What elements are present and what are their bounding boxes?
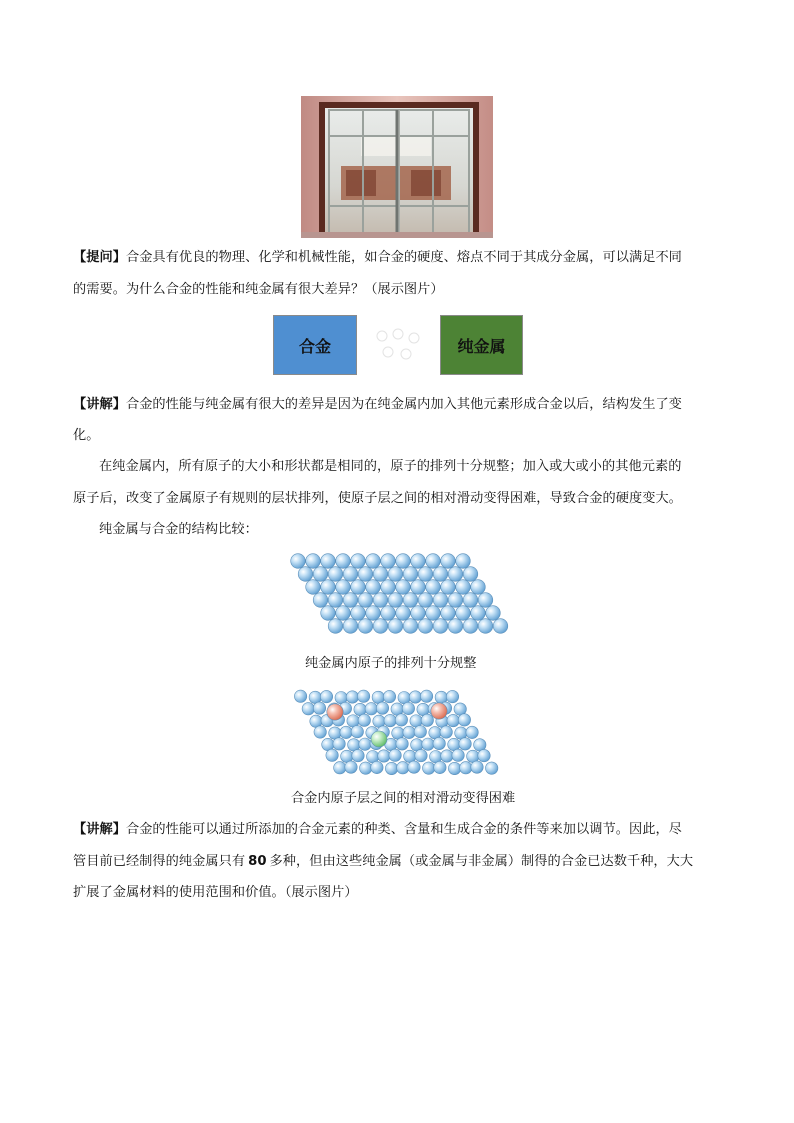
metal-atom (378, 750, 390, 762)
metal-atom (460, 762, 472, 774)
explain2-label: 【讲解】 (73, 822, 126, 837)
metal-atom (421, 714, 433, 726)
metal-atom (343, 619, 358, 634)
metal-atom (358, 619, 373, 634)
metal-atom (433, 567, 448, 582)
pure-metal-label: 纯金属 (457, 336, 506, 356)
para3-line: 纯金属与合金的结构比较： (99, 522, 258, 537)
metal-atom (365, 703, 377, 715)
metal-atom (433, 619, 448, 634)
metal-atom (456, 580, 471, 595)
metal-atom (336, 554, 351, 569)
metal-atom (291, 554, 306, 569)
metal-atom (395, 714, 407, 726)
question-text-1: 合金具有优良的物理、化学和机械性能，如合金的硬度、熔点不同于其成分金属，可以满足不同 (125, 250, 682, 265)
metal-atom (397, 762, 409, 774)
metal-atom (448, 619, 463, 634)
para2-line-1: 在纯金属内，所有原子的大小和形状都是相同的，原子的排列十分规整；加入或大或小的其他元素的 (99, 459, 682, 474)
metal-atom (420, 690, 432, 702)
metal-atom (441, 580, 456, 595)
question-line-1 (73, 249, 682, 267)
metal-atom (381, 606, 396, 621)
metal-atom (396, 738, 408, 750)
alloy-label: 合金 (298, 336, 331, 356)
metal-atom (357, 690, 369, 702)
explain1-text-1: 合金的性能与纯金属有很大的差异是因为在纯金属内加入其他元素形成合金以后，结构发生了变 (125, 397, 682, 412)
metal-atom (422, 738, 434, 750)
metal-atom (376, 702, 388, 714)
explain2-text-2a: 管目前已经制得的纯金属只有 (73, 854, 246, 869)
metal-atom (448, 762, 460, 774)
large-foreign-atom (327, 704, 343, 720)
metal-atom (385, 762, 397, 774)
metal-atom (418, 619, 433, 634)
metal-atom (478, 619, 493, 634)
metal-atom (403, 567, 418, 582)
metal-atom (411, 580, 426, 595)
metal-atom (433, 737, 445, 749)
sliding-glass-door-photo (301, 96, 493, 238)
metal-atom (302, 703, 314, 715)
alloy-box (273, 315, 357, 375)
metal-atom (359, 738, 371, 750)
metal-atom (343, 593, 358, 608)
metal-atom (351, 606, 366, 621)
metal-atom (343, 567, 358, 582)
metal-atom (426, 554, 441, 569)
metal-atom (396, 580, 411, 595)
metal-atom (384, 714, 396, 726)
metal-atom (426, 606, 441, 621)
metal-atom (448, 567, 463, 582)
metal-atom (441, 606, 456, 621)
metal-atom (463, 619, 478, 634)
metal-atom (403, 726, 415, 738)
metal-atom (415, 749, 427, 761)
metal-atom (320, 690, 332, 702)
explain2-line-1 (73, 821, 682, 839)
metal-atom (446, 690, 458, 702)
metal-atom (402, 702, 414, 714)
metal-atom (328, 567, 343, 582)
metal-atom (321, 606, 336, 621)
metal-atom (456, 554, 471, 569)
metal-atom (423, 762, 435, 774)
figure2-caption: 合金内原子层之间的相对滑动变得困难 (291, 791, 516, 806)
metal-atom (478, 749, 490, 761)
metal-atom (345, 761, 357, 773)
metal-atom (306, 580, 321, 595)
metal-atom (351, 726, 363, 738)
metal-atom (486, 606, 501, 621)
metal-atom (381, 580, 396, 595)
metal-atom (434, 761, 446, 773)
metal-atom (426, 580, 441, 595)
metal-atom (340, 726, 352, 738)
metal-atom (373, 619, 388, 634)
metal-atom (411, 606, 426, 621)
metal-atom (321, 554, 336, 569)
metal-atom (471, 580, 486, 595)
metal-atom (294, 690, 306, 702)
metal-atom (358, 567, 373, 582)
metal-atom (351, 580, 366, 595)
metal-atom (456, 606, 471, 621)
figure1-caption: 纯金属内原子的排列十分规整 (305, 656, 477, 671)
metal-atom (463, 567, 478, 582)
metal-atom (346, 691, 358, 703)
metal-atom (366, 580, 381, 595)
explain2-line-3: 扩展了金属材料的使用范围和价值。（展示图片） (73, 885, 358, 900)
metal-atom (352, 749, 364, 761)
metal-atom (478, 593, 493, 608)
metal-atom (306, 554, 321, 569)
explain1-line-1 (73, 396, 682, 414)
metal-atom (381, 554, 396, 569)
crystal-lattice-faint-image (362, 318, 434, 372)
metal-atom (440, 726, 452, 738)
metal-atom (409, 691, 421, 703)
metal-atom (314, 726, 326, 738)
metal-atom (360, 762, 372, 774)
metal-atom (298, 567, 313, 582)
metal-atom (373, 567, 388, 582)
metal-atom (433, 593, 448, 608)
metal-atom (441, 554, 456, 569)
explain2-text-1: 合金的性能可以通过所添加的合金元素的种类、含量和生成合金的条件等来加以调节。因此，尽 (125, 822, 682, 837)
metal-atom (459, 738, 471, 750)
metal-atom (414, 726, 426, 738)
explain1-label: 【讲解】 (73, 397, 126, 412)
metal-atom (471, 606, 486, 621)
metal-atom (358, 714, 370, 726)
metal-atom (358, 593, 373, 608)
alloy-lattice-diagram (290, 688, 505, 774)
large-foreign-atom (431, 703, 447, 719)
metal-atom (326, 749, 338, 761)
explain1-line-2: 化。 (73, 428, 100, 443)
metal-atom (471, 761, 483, 773)
metal-atom (371, 761, 383, 773)
metal-atom (388, 619, 403, 634)
foreign-atom (371, 731, 387, 747)
metal-atom (321, 580, 336, 595)
explain2-text-2b: 多种，但由这些纯金属（或金属与非金属）制得的合金已达数千种，大大 (269, 854, 694, 869)
metal-atom (351, 554, 366, 569)
pure-metal-lattice-diagram (285, 550, 515, 640)
question-label: 【提问】 (73, 250, 126, 265)
metal-atom (334, 762, 346, 774)
metal-atom (396, 606, 411, 621)
metal-atom (418, 567, 433, 582)
metal-atom (466, 726, 478, 738)
metal-atom (366, 554, 381, 569)
metal-atom (396, 554, 411, 569)
metal-atom (418, 593, 433, 608)
metal-atom (458, 714, 470, 726)
question-line-2: 的需要。为什么合金的性能和纯金属有很大差异？（展示图片） (73, 282, 444, 297)
pure-metal-box (440, 315, 523, 375)
metal-atom (336, 606, 351, 621)
metal-atom (333, 738, 345, 750)
pure-metal-count: 80 (248, 854, 267, 869)
metal-atom (447, 714, 459, 726)
metal-atom (383, 690, 395, 702)
metal-atom (313, 593, 328, 608)
metal-atom (403, 593, 418, 608)
metal-atom (388, 593, 403, 608)
metal-atom (366, 606, 381, 621)
metal-atom (463, 593, 478, 608)
metal-atom (441, 750, 453, 762)
metal-atom (328, 593, 343, 608)
metal-atom (313, 702, 325, 714)
metal-atom (403, 619, 418, 634)
metal-atom (411, 554, 426, 569)
metal-atom (388, 567, 403, 582)
metal-atom (336, 580, 351, 595)
explain2-line-2 (73, 853, 693, 871)
metal-atom (328, 619, 343, 634)
metal-atom (448, 593, 463, 608)
metal-atom (389, 749, 401, 761)
para2-line-2: 原子后，改变了金属原子有规则的层状排列，使原子层之间的相对滑动变得困难，导致合金的硬度变大。 (73, 491, 682, 506)
metal-atom (486, 762, 498, 774)
metal-atom (313, 567, 328, 582)
metal-atom (493, 619, 508, 634)
metal-atom (373, 593, 388, 608)
metal-atom (452, 749, 464, 761)
metal-atom (408, 761, 420, 773)
